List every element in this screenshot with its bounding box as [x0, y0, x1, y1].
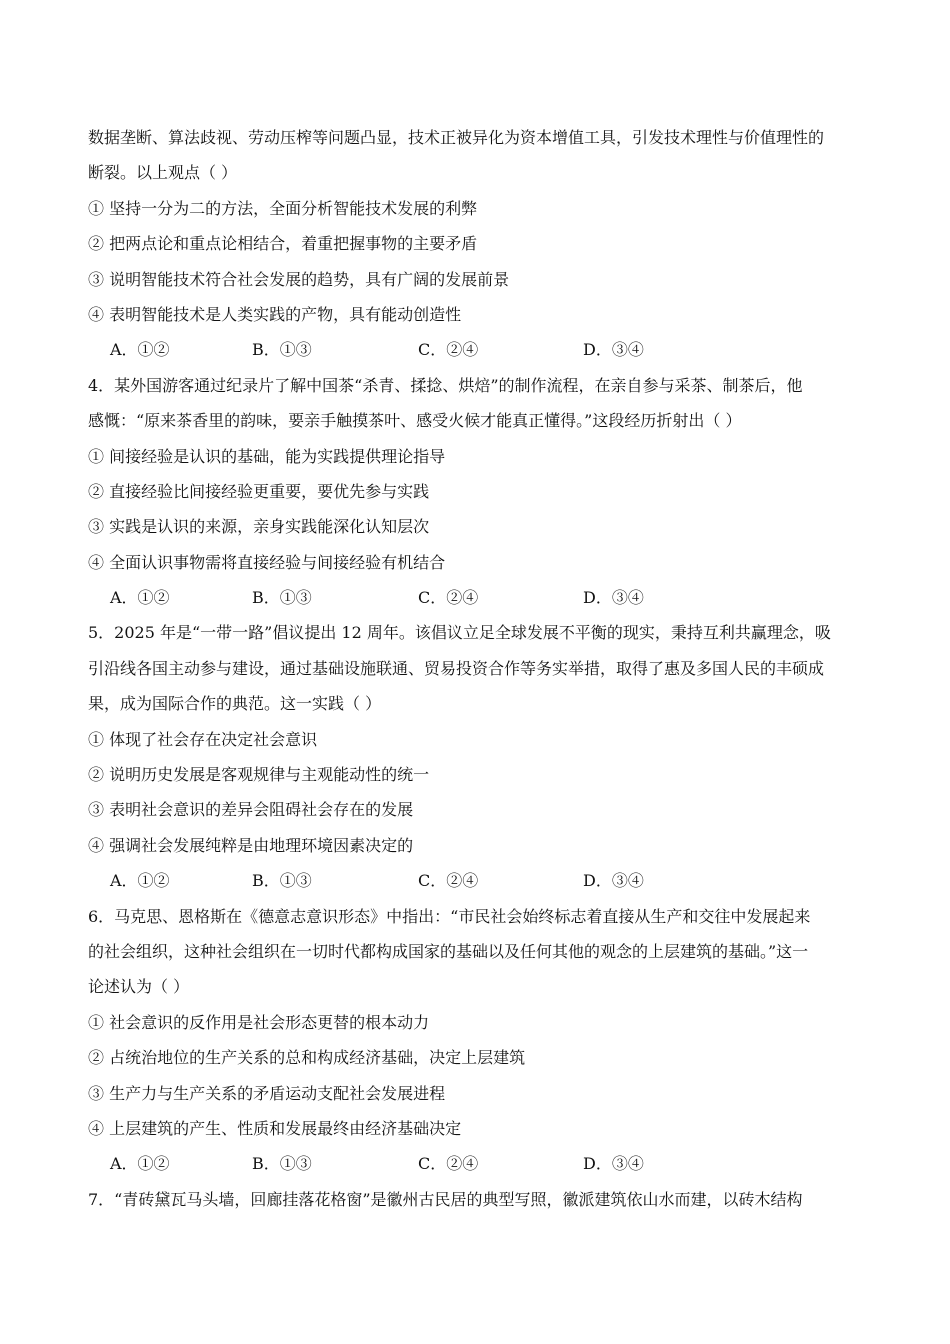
option-b: B．①③ [252, 871, 312, 891]
statement-item: ④ 强调社会发展纯粹是由地理环境因素决定的 [88, 835, 414, 855]
question-6 [88, 899, 863, 1182]
statement-item: ④ 表明智能技术是人类实践的产物，具有能动创造性 [88, 304, 462, 324]
statement-item: ① 间接经验是认识的基础，能为实践提供理论指导 [88, 446, 446, 466]
option-d: D．③④ [583, 871, 644, 891]
question-stem-line: 6．马克思、恩格斯在《德意志意识形态》中指出：“市民社会始终标志着直接从生产和交往中发展起来 [88, 906, 811, 926]
option-c: C．②④ [418, 1154, 479, 1174]
option-c: C．②④ [418, 871, 479, 891]
statement-item: ① 体现了社会存在决定社会意识 [88, 729, 318, 749]
answer-options [88, 332, 863, 367]
statement-item: ④ 全面认识事物需将直接经验与间接经验有机结合 [88, 552, 446, 572]
question-7 [88, 1182, 863, 1217]
option-b: B．①③ [252, 588, 312, 608]
option-a: A．①② [110, 340, 170, 360]
option-b: B．①③ [252, 1154, 312, 1174]
statement-item: ④ 上层建筑的产生、性质和发展最终由经济基础决定 [88, 1118, 462, 1138]
statement-item: ① 坚持一分为二的方法，全面分析智能技术发展的利弊 [88, 198, 478, 218]
answer-options [88, 863, 863, 898]
question-stem-line: 断裂。以上观点（ ） [88, 163, 238, 183]
option-a: A．①② [110, 1154, 170, 1174]
statement-item: ① 社会意识的反作用是社会形态更替的根本动力 [88, 1012, 430, 1032]
question-stem-line: 5．2025 年是“一带一路”倡议提出 12 周年。该倡议立足全球发展不平衡的现实，秉持互利共赢理念，吸 [88, 623, 831, 643]
statement-item: ② 把两点论和重点论相结合，着重把握事物的主要矛盾 [88, 234, 478, 254]
option-d: D．③④ [583, 340, 644, 360]
question-stem-line: 7．“青砖黛瓦马头墙，回廊挂落花格窗”是徽州古民居的典型写照，徽派建筑依山水而建，以砖木结构 [88, 1189, 803, 1209]
option-c: C．②④ [418, 588, 479, 608]
answer-options [88, 1146, 863, 1181]
question-stem-line: 论述认为（ ） [88, 977, 190, 997]
statement-item: ③ 实践是认识的来源，亲身实践能深化认知层次 [88, 517, 430, 537]
question-stem-line: 数据垄断、算法歧视、劳动压榨等问题凸显，技术正被异化为资本增值工具，引发技术理性与价值理性的 [88, 128, 825, 147]
question-stem-line: 果，成为国际合作的典范。这一实践（ ） [88, 694, 382, 714]
question-stem-line: 感慨：“原来茶香里的韵味，要亲手触摸茶叶、感受火候才能真正懂得。”这段经历折射出（ ） [88, 411, 742, 431]
statement-item: ③ 说明智能技术符合社会发展的趋势，具有广阔的发展前景 [88, 269, 510, 289]
question-3 [88, 120, 863, 368]
statement-item: ② 占统治地位的生产关系的总和构成经济基础，决定上层建筑 [88, 1048, 526, 1068]
question-5 [88, 615, 863, 898]
option-d: D．③④ [583, 588, 644, 608]
statement-item: ③ 表明社会意识的差异会阻碍社会存在的发展 [88, 800, 414, 820]
answer-options [88, 580, 863, 615]
question-stem-line: 引沿线各国主动参与建设，通过基础设施联通、贸易投资合作等务实举措，取得了惠及多国人民的丰硕成 [88, 658, 825, 678]
option-c: C．②④ [418, 340, 479, 360]
option-d: D．③④ [583, 1154, 644, 1174]
option-a: A．①② [110, 871, 170, 891]
option-a: A．①② [110, 588, 170, 608]
statement-item: ② 直接经验比间接经验更重要，要优先参与实践 [88, 481, 430, 501]
question-stem-line: 4．某外国游客通过纪录片了解中国茶“杀青、揉捻、烘焙”的制作流程，在亲自参与采茶、制茶后，他 [88, 375, 803, 395]
question-4 [88, 368, 863, 616]
question-stem-line: 的社会组织，这种社会组织在一切时代都构成国家的基础以及任何其他的观念的上层建筑的基础。”这一 [88, 941, 809, 961]
statement-item: ② 说明历史发展是客观规律与主观能动性的统一 [88, 765, 430, 785]
statement-item: ③ 生产力与生产关系的矛盾运动支配社会发展进程 [88, 1083, 446, 1103]
option-b: B．①③ [252, 340, 312, 360]
question-list [88, 120, 863, 1217]
